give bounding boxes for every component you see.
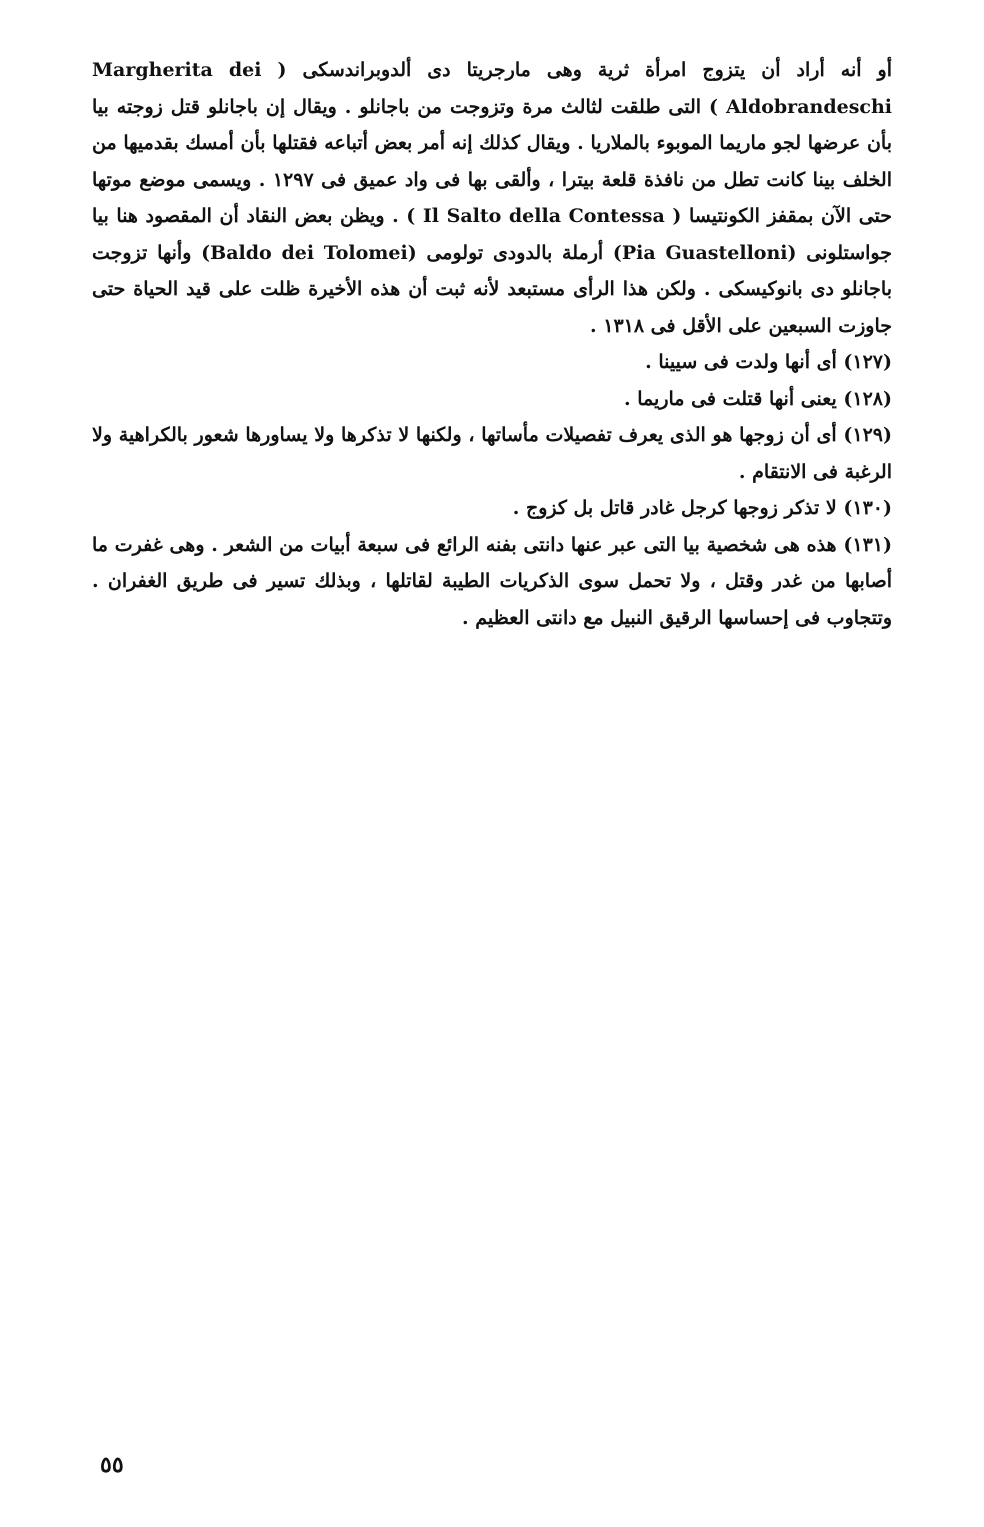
note-paragraph-127 bbox=[92, 344, 892, 381]
note-paragraph-131 bbox=[92, 527, 892, 637]
note-paragraph-129 bbox=[92, 417, 892, 490]
notes-text-block bbox=[92, 52, 892, 636]
note-number: (١٢٨) bbox=[843, 387, 892, 410]
note-number: (١٢٩) bbox=[843, 424, 892, 446]
note-paragraph-128 bbox=[92, 381, 892, 418]
note-number: (١٣٠) bbox=[843, 497, 892, 519]
paragraph-text: أو أنه أراد أن يتزوج امرأة ثرية وهى مارجريتا دى ألدوبراندسكى ( Margherita dei Aldobrandeschi ) التى طلقت لثالث مرة وتزوجت من باجانلو . ويقال إن باجانلو قتل زوجته بيا بأن عرضها لجو ماريما الموبوء بالملاريا . ويقال كذلك إنه أمر بعض أتباعه فقتلها بأن أمسك بقدميها من الخلف بينا كانت تطل من نافذة قلعة بيترا ، وألقى بها فى واد عميق فى ١٢٩٧ . ويسمى موضع موتها حتى الآن بمقفز الكونتيسا ( Il Salto della Contessa ) . ويظن بعض النقاد أن المقصود هنا بيا جواستلونى (Pia Guastelloni) أرملة بالدودى تولومى (Baldo dei Tolomei) وأنها تزوجت باجانلو دى بانوكيسكى . ولكن هذا الرأى مستبعد لأنه ثبت أن هذه الأخيرة ظلت على قيد الحياة حتى جاوزت السبعين على الأقل فى ١٣١٨ . bbox=[92, 59, 893, 337]
note-number: (١٢٧) bbox=[843, 351, 892, 373]
note-paragraph-130 bbox=[92, 490, 892, 527]
paragraph-text: لا تذكر زوجها كرجل غادر قاتل بل كزوج . bbox=[512, 497, 837, 519]
paragraph-text: هذه هى شخصية بيا التى عبر عنها دانتى بفنه الرائع فى سبعة أبيات من الشعر . وهى غفرت ما أصابها من غدر وقتل ، ولا تحمل سوى الذكريات الطيبة لقاتلها ، وبذلك تسير فى طريق الغفران . وتتجاوب فى إحساسها الرقيق النبيل مع دانتى العظيم . bbox=[92, 533, 892, 629]
paragraph-text: يعنى أنها قتلت فى ماريما . bbox=[624, 387, 837, 410]
paragraph-text: أى أن زوجها هو الذى يعرف تفصيلات مأساتها ، ولكنها لا تذكرها ولا يساورها شعور بالكراهية ولا الرغبة فى الانتقام . bbox=[92, 424, 892, 483]
note-paragraph-continued bbox=[92, 52, 892, 344]
note-number: (١٣١) bbox=[843, 533, 892, 556]
page-number: ٥٥ bbox=[100, 1452, 124, 1478]
paragraph-text: أى أنها ولدت فى سيينا . bbox=[645, 351, 837, 373]
